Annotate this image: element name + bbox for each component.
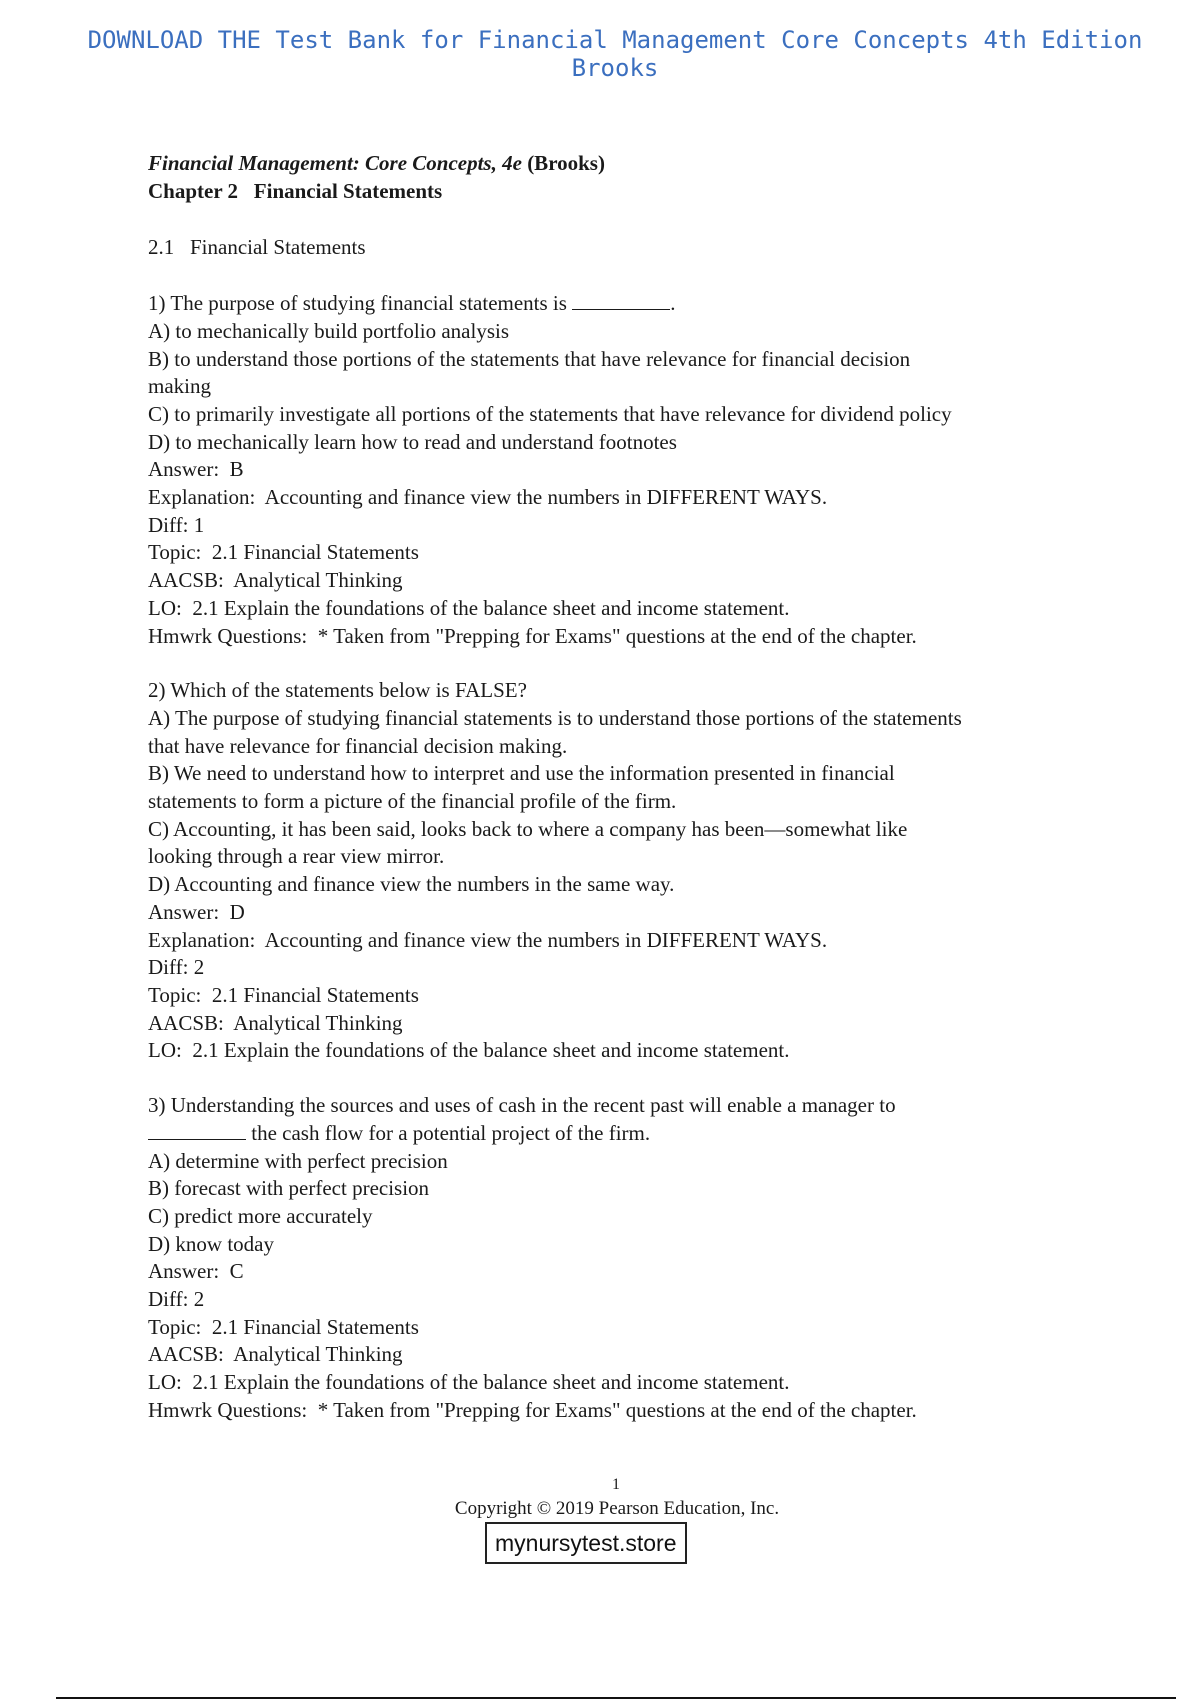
question-3 [148, 1092, 1108, 1424]
option-d: D) Accounting and finance view the numbers in the same way. [148, 872, 675, 897]
copyright-notice: Copyright © 2019 Pearson Education, Inc. [454, 1498, 780, 1519]
page-number: 1 [612, 1476, 620, 1493]
question-1 [148, 290, 1108, 650]
document-body [148, 150, 1108, 1425]
option-c: C) predict more accurately [148, 1203, 373, 1228]
stem-end: . [670, 291, 676, 316]
explanation: Explanation: Accounting and finance view the numbers in DIFFERENT WAYS. [148, 927, 828, 952]
option-c: C) to primarily investigate all portions of the statements that have relevance for dividend policy [148, 401, 952, 426]
option-c-cont: looking through a rear view mirror. [148, 844, 445, 869]
question-stem: 2) Which of the statements below is FALSE? [148, 678, 527, 703]
difficulty: Diff: 2 [148, 1287, 205, 1312]
topic: Topic: 2.1 Financial Statements [148, 1314, 419, 1339]
option-b: B) We need to understand how to interpret and use the information presented in financial [148, 761, 895, 786]
aacsb: AACSB: Analytical Thinking [148, 568, 403, 593]
learning-objective: LO: 2.1 Explain the foundations of the balance sheet and income statement. [148, 595, 790, 620]
explanation: Explanation: Accounting and finance view the numbers in DIFFERENT WAYS. [148, 485, 828, 510]
question-stem-cont [148, 1120, 1108, 1148]
option-b-cont: making [148, 374, 211, 399]
option-a: A) to mechanically build portfolio analysis [148, 318, 509, 343]
homework-note: Hmwrk Questions: * Taken from "Prepping for Exams" questions at the end of the chapter. [148, 623, 917, 648]
option-a: A) determine with perfect precision [148, 1148, 448, 1173]
option-d: D) to mechanically learn how to read and understand footnotes [148, 429, 677, 454]
option-b-cont: statements to form a picture of the financial profile of the firm. [148, 789, 677, 814]
learning-objective: LO: 2.1 Explain the foundations of the balance sheet and income statement. [148, 1370, 790, 1395]
bottom-rule [56, 1697, 1176, 1699]
stem-text: the cash flow for a potential project of the firm. [246, 1120, 651, 1145]
option-a-cont: that have relevance for financial decision making. [148, 733, 568, 758]
topic: Topic: 2.1 Financial Statements [148, 982, 419, 1007]
option-a: A) The purpose of studying financial statements is to understand those portions of the statements [148, 705, 962, 730]
book-title-line [148, 150, 1108, 178]
answer: Answer: B [148, 457, 244, 482]
aacsb: AACSB: Analytical Thinking [148, 1010, 403, 1035]
watermark-stamp: mynursytest.store [485, 1522, 687, 1564]
aacsb: AACSB: Analytical Thinking [148, 1342, 403, 1367]
topic: Topic: 2.1 Financial Statements [148, 540, 419, 565]
question-2 [148, 677, 1108, 1065]
learning-objective: LO: 2.1 Explain the foundations of the balance sheet and income statement. [148, 1038, 790, 1063]
difficulty: Diff: 2 [148, 955, 205, 980]
answer-blank [148, 1121, 246, 1140]
option-b: B) forecast with perfect precision [148, 1176, 430, 1201]
option-b: B) to understand those portions of the statements that have relevance for financial decision [148, 346, 911, 371]
book-author: (Brooks) [527, 151, 605, 175]
question-stem: 3) Understanding the sources and uses of cash in the recent past will enable a manager to [148, 1093, 896, 1118]
answer-blank [572, 291, 670, 310]
option-c: C) Accounting, it has been said, looks back to where a company has been—somewhat like [148, 816, 908, 841]
option-d: D) know today [148, 1231, 274, 1256]
answer: Answer: C [148, 1259, 244, 1284]
chapter-title: Chapter 2 Financial Statements [148, 178, 443, 203]
answer: Answer: D [148, 899, 245, 924]
question-stem [148, 290, 1108, 318]
homework-note: Hmwrk Questions: * Taken from "Prepping for Exams" questions at the end of the chapter. [148, 1397, 917, 1422]
stem-text: 1) The purpose of studying financial statements is [148, 291, 573, 316]
download-banner-link[interactable]: DOWNLOAD THE Test Bank for Financial Management Core Concepts 4th Edition Brooks [87, 26, 1143, 82]
book-title: Financial Management: Core Concepts, 4e [148, 151, 522, 175]
section-heading: 2.1 Financial Statements [148, 235, 366, 260]
difficulty: Diff: 1 [148, 512, 205, 537]
